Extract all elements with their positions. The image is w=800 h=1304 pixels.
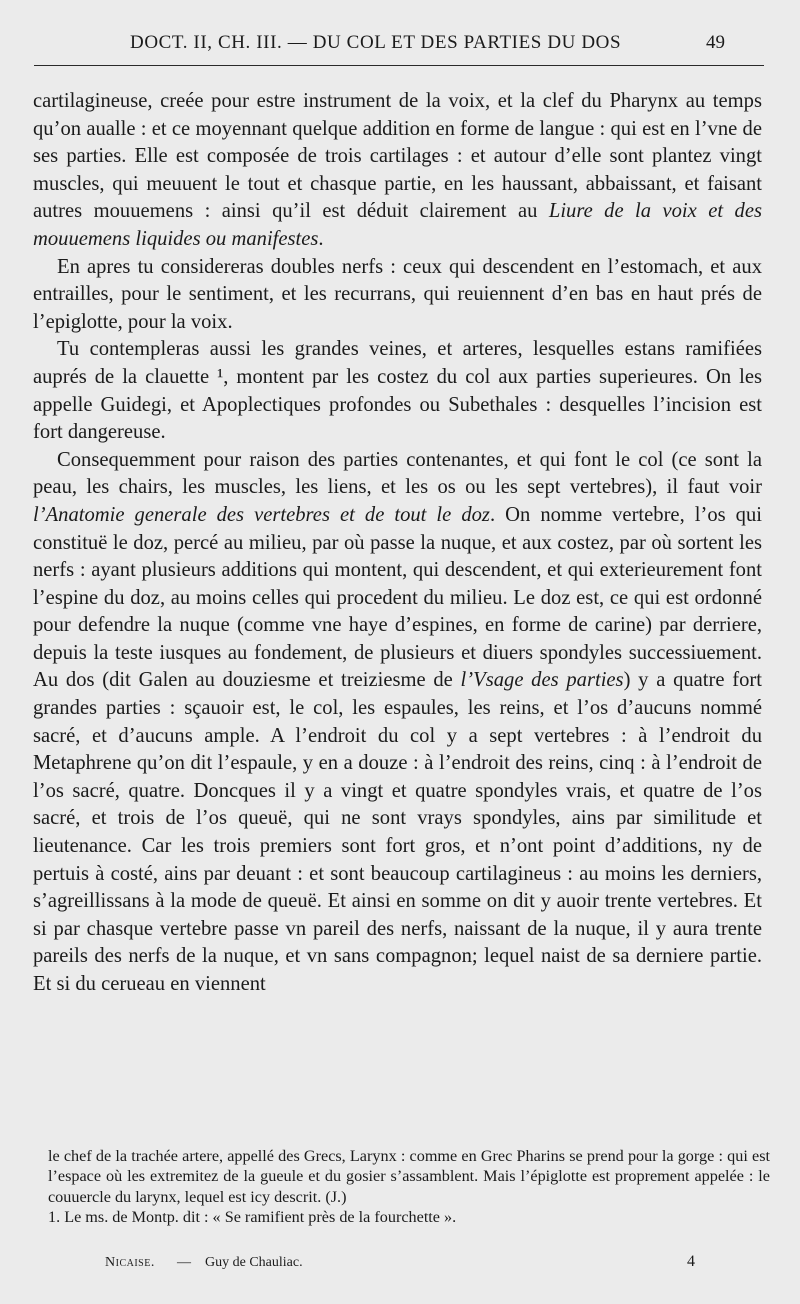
book-reference-italic: Liure de la voix et des mouuemens liquides ou manifestes	[33, 200, 762, 250]
paragraph-vertebrae	[33, 447, 762, 999]
paragraph-nerves: En apres tu considereras doubles nerfs : ceux qui descendent en l’estomach, et aux entrailles, pour le sentiment, et les recurrans, qui reuiennent d’en bas en haut prés de l’epiglotte, pour la voix.	[33, 255, 762, 333]
footer-author: Nicaise.	[105, 1255, 155, 1270]
notes-block	[48, 1146, 770, 1228]
signature-mark: 4	[687, 1253, 695, 1270]
text-run: Consequemment pour raison des parties contenantes, et qui font le col (ce sont la peau, les chairs, les muscles, les liens, et les os ou les sept vertebres), il faut voir	[33, 448, 762, 499]
paragraph-larynx	[33, 88, 762, 254]
book-reference-italic: l’Anatomie generale des vertebres et de tout le doz	[33, 503, 490, 526]
book-reference-italic: l’Vsage des parties	[460, 669, 624, 692]
page-footer	[105, 1255, 705, 1277]
continued-note: le chef de la trachée artere, appellé des Grecs, Larynx : comme en Grec Pharins se prend pour la gorge : qui est l’espace où les extremitez de la gueule et du gosier s’assamblent. Mais l’épiglotte est proprement appelée : le couuercle du larynx, lequel est icy descrit. (J.)	[48, 1147, 770, 1206]
text-run: ) y a quatre fort grandes parties : sçauoir est, le col, les espaules, les reins, et l’os d’aucuns nommé sacré, et d’aucuns ample. A l’endroit du col y a sept vertebres : à l’endroit du Metaphrene qu’on dit l’espaule, y en a douze : à l’endroit des reins, cinq : à l’endroit de l’os sacré, quatre. Doncques il y a vingt et quatre spondyles vrais, et quatre de l’os sacré, et trois de l’os queuë, qui ne sont vrays spondyles, ains par similitude et lieutenance. Car les trois premiers sont fort gros, et n’ont point d’additions, ny de pertuis à costé, ains par deuant : et sont beaucoup cartilagineus : au moins les derniers, s’agreillissans à la mode de queuë. Et ainsi en somme on dit y auoir trente vertebres. Et si par chasque vertebre passe vn pareil des nerfs, naissant de la nuque, il y aura trente pareils des nerfs de la nuque, et vn sans compagnon; lequel naist de sa derniere partie. Et si du cerueau en viennent	[33, 669, 762, 995]
text-run: cartilagineuse, creée pour estre instrument de la voix, et la clef du Pharynx au temps qu’on aualle : et ce moyennant quelque addition en forme de langue : qui est en l’vne de ses parties. Elle est composée de trois cartilages : et autour d’elle sont plantez vingt muscles, qui meuuent le tout et chasque partie, en les haussant, abbaissant, et faisant autres mouuemens : ainsi qu’il est déduit clairement au	[33, 90, 762, 223]
page-number: 49	[706, 32, 725, 53]
footer-book-title: Guy de Chauliac.	[205, 1255, 303, 1270]
running-title: DOCT. II, CH. III. — DU COL ET DES PARTIES DU DOS	[130, 32, 622, 53]
footnote-1: 1. Le ms. de Montp. dit : « Se ramifient près de la fourchette ».	[48, 1208, 457, 1227]
text-run: .	[318, 227, 324, 250]
main-text	[33, 88, 762, 999]
running-head	[0, 32, 800, 56]
header-rule	[34, 65, 764, 66]
text-run: . On nomme vertebre, l’os qui constituë le doz, percé au milieu, par où passe la nuque, et aux costez, par où sortent les nerfs : ayant plusieurs additions qui montent, qui descendent, et qui exterieurement font l’espine du doz, au moins celles qui procedent du milieu. Le doz est, ce qui est ordonné pour defendre la nuque (comme vne haye d’espines, en forme de carine) par derriere, depuis la teste iusques au fondement, de plusieurs et diuers spondyles successiuement. Au dos (dit Galen au douziesme et treiziesme de	[33, 503, 762, 692]
paragraph-veins: Tu contempleras aussi les grandes veines, et arteres, lesquelles estans ramifiées auprés de la clauette ¹, montent par les costez du col aux parties superieures. On les appelle Guidegi, et Apoplectiques profondes ou Subethales : desquelles l’incision est fort dangereuse.	[33, 338, 762, 444]
footer-separator: —	[177, 1255, 191, 1270]
